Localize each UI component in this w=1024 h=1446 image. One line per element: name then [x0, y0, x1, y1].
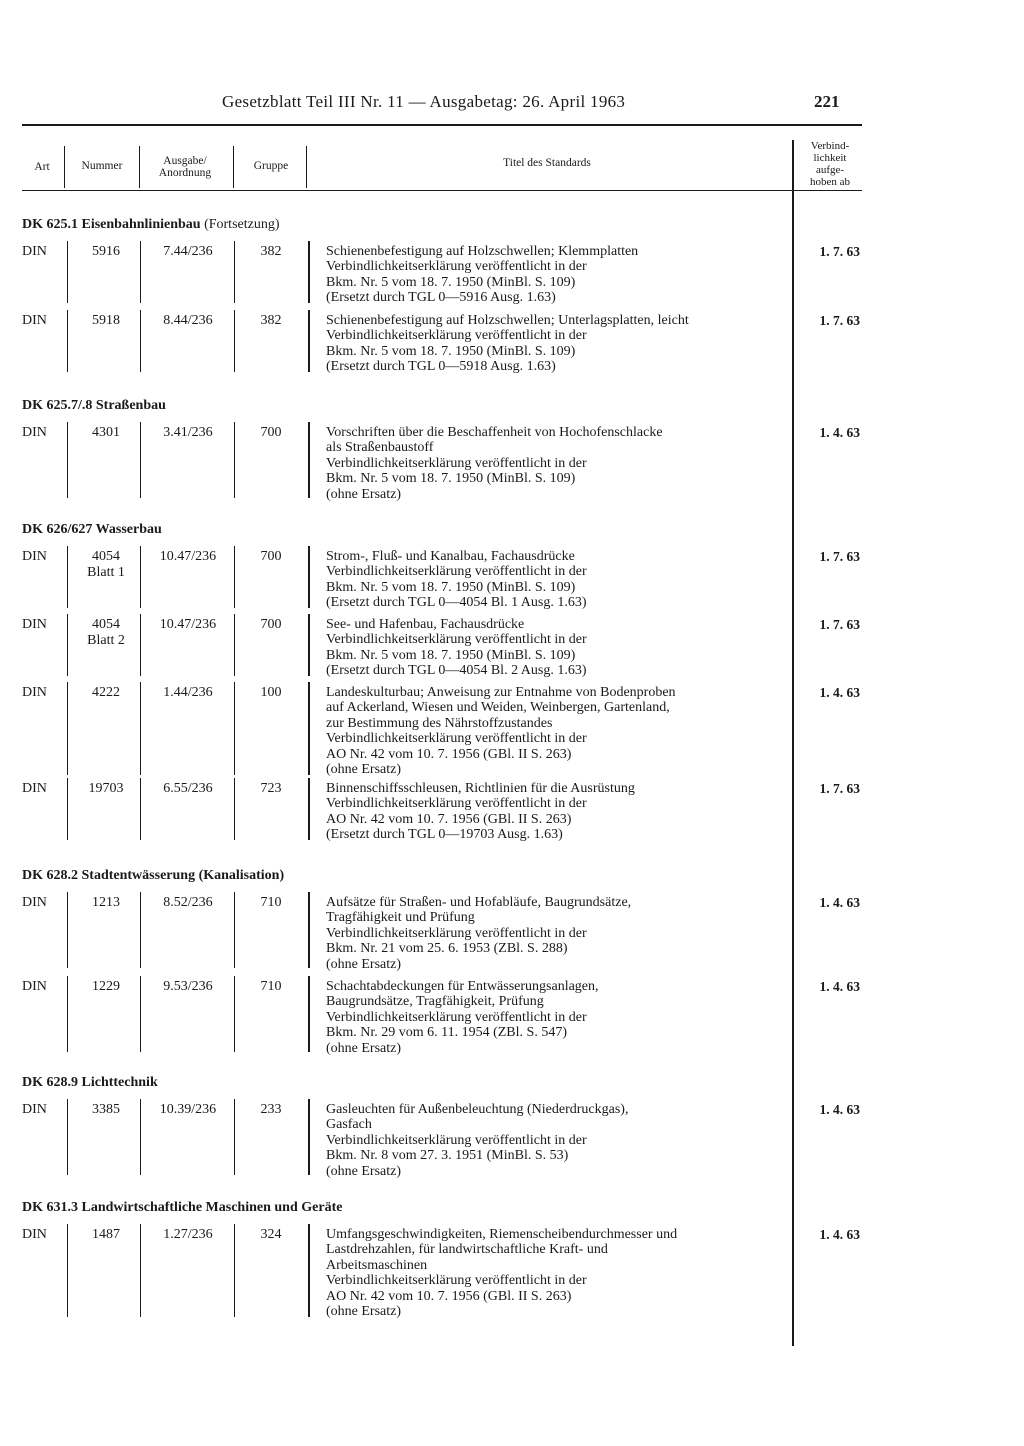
- row-divider-2: [140, 892, 141, 968]
- header-divider-4: [306, 146, 307, 188]
- row-divider-4: [308, 546, 310, 608]
- section-heading: [22, 1200, 342, 1216]
- cell-nummer-value: 3385: [92, 1102, 120, 1117]
- cell-nummer: [72, 1102, 140, 1118]
- row-divider-4: [308, 1224, 310, 1317]
- cell-verbindlich-datum: 1. 4. 63: [819, 1227, 860, 1242]
- row-divider-1: [67, 892, 68, 968]
- cell-ausgabe: 10.39/236: [159, 1102, 217, 1117]
- cell-art: DIN: [22, 244, 47, 259]
- cell-ausgabe: 1.44/236: [163, 685, 213, 700]
- cell-nummer: [72, 244, 140, 260]
- cell-art: DIN: [22, 425, 47, 440]
- row-divider-2: [140, 241, 141, 303]
- cell-art: DIN: [22, 549, 47, 564]
- header-divider-1: [64, 146, 65, 188]
- cell-gruppe: 382: [260, 244, 282, 259]
- titel-line: AO Nr. 42 vom 10. 7. 1956 (GBl. II S. 263): [326, 811, 572, 827]
- titel-line: AO Nr. 42 vom 10. 7. 1956 (GBl. II S. 263): [326, 746, 572, 762]
- cell-gruppe: 710: [260, 979, 282, 994]
- row-divider-1: [67, 546, 68, 608]
- cell-titel: [326, 685, 790, 777]
- titel-line: (Ersetzt durch TGL 0—5918 Ausg. 1.63): [326, 359, 556, 375]
- cell-nummer-blatt: Blatt 1: [87, 565, 125, 580]
- titel-line: auf Ackerland, Wiesen und Weiden, Weinbergen, Gartenland,: [326, 700, 670, 716]
- cell-gruppe: 700: [260, 617, 282, 632]
- titel-line: (Ersetzt durch TGL 0—19703 Ausg. 1.63): [326, 827, 563, 843]
- cell-nummer-value: 5916: [92, 244, 120, 259]
- cell-nummer: [72, 313, 140, 329]
- cell-verbindlich-datum: 1. 7. 63: [819, 617, 860, 632]
- titel-line: Bkm. Nr. 5 vom 18. 7. 1950 (MinBl. S. 109): [326, 471, 576, 487]
- cell-nummer-value: 1213: [92, 895, 120, 910]
- row-divider-4: [308, 778, 310, 840]
- cell-gruppe: 700: [260, 425, 282, 440]
- row-divider-1: [67, 310, 68, 372]
- cell-titel: [326, 781, 790, 843]
- cell-verbindlich-datum: 1. 7. 63: [819, 313, 860, 328]
- row-divider-1: [67, 778, 68, 840]
- cell-ausgabe: 8.52/236: [163, 895, 213, 910]
- row-divider-3: [234, 422, 235, 498]
- titel-line: Bkm. Nr. 5 vom 18. 7. 1950 (MinBl. S. 109): [326, 343, 576, 359]
- cell-art: DIN: [22, 1102, 47, 1117]
- titel-line: Schachtabdeckungen für Entwässerungsanlagen,: [326, 979, 599, 994]
- cell-titel: [326, 244, 790, 306]
- titel-line: Umfangsgeschwindigkeiten, Riemenscheibendurchmesser und: [326, 1227, 678, 1242]
- cell-nummer-value: 4054: [92, 549, 120, 564]
- row-divider-3: [234, 1224, 235, 1317]
- titel-line: Vorschriften über die Beschaffenheit von Hochofenschlacke: [326, 425, 663, 440]
- titel-line: (Ersetzt durch TGL 0—4054 Bl. 1 Ausg. 1.63): [326, 595, 587, 611]
- cell-nummer-value: 5918: [92, 313, 120, 328]
- cell-nummer-value: 1229: [92, 979, 120, 994]
- titel-line: Landeskulturbau; Anweisung zur Entnahme von Bodenproben: [326, 685, 676, 700]
- section-dk-title: DK 628.2 Stadtentwässerung (Kanalisation): [22, 868, 285, 883]
- col-header-ausgabe: [142, 155, 228, 179]
- row-divider-1: [67, 1099, 68, 1175]
- titel-line: (ohne Ersatz): [326, 762, 402, 778]
- col-header-verb-line2: lichkeit: [813, 152, 847, 164]
- section-dk-title: DK 625.1 Eisenbahnlinienbau: [22, 217, 201, 232]
- cell-nummer-value: 4054: [92, 617, 120, 632]
- cell-ausgabe: 10.47/236: [159, 549, 217, 564]
- titel-line: Verbindlichkeitserklärung veröffentlicht in der: [326, 796, 587, 812]
- cell-titel: [326, 425, 790, 502]
- cell-titel: [326, 549, 790, 611]
- page-number: 221: [814, 92, 840, 111]
- header-rule: [22, 124, 862, 126]
- titel-line: Bkm. Nr. 5 vom 18. 7. 1950 (MinBl. S. 109): [326, 647, 576, 663]
- row-divider-1: [67, 976, 68, 1052]
- cell-art: DIN: [22, 781, 47, 796]
- header-divider-2: [139, 146, 140, 188]
- titel-line: Verbindlichkeitserklärung veröffentlicht in der: [326, 1009, 587, 1025]
- row-divider-3: [234, 241, 235, 303]
- cell-nummer-value: 19703: [88, 781, 124, 796]
- row-divider-3: [234, 614, 235, 676]
- row-divider-4: [308, 422, 310, 498]
- titel-line: Tragfähigkeit und Prüfung: [326, 910, 475, 926]
- cell-ausgabe: 10.47/236: [159, 617, 217, 632]
- cell-nummer: [72, 549, 140, 581]
- titel-line: als Straßenbaustoff: [326, 440, 434, 456]
- titel-line: Verbindlichkeitserklärung veröffentlicht in der: [326, 455, 587, 471]
- titel-line: AO Nr. 42 vom 10. 7. 1956 (GBl. II S. 263): [326, 1288, 572, 1304]
- titel-line: Arbeitsmaschinen: [326, 1257, 428, 1273]
- row-divider-1: [67, 682, 68, 775]
- cell-titel: [326, 617, 790, 679]
- cell-nummer-value: 1487: [92, 1227, 120, 1242]
- cell-ausgabe: 7.44/236: [163, 244, 213, 259]
- section-heading: [22, 868, 284, 884]
- titel-line: Verbindlichkeitserklärung veröffentlicht in der: [326, 259, 587, 275]
- cell-titel: [326, 979, 790, 1056]
- cell-gruppe: 723: [260, 781, 282, 796]
- titel-line: Schienenbefestigung auf Holzschwellen; Unterlagsplatten, leicht: [326, 313, 689, 328]
- titel-line: (Ersetzt durch TGL 0—5916 Ausg. 1.63): [326, 290, 556, 306]
- section-heading: [22, 398, 166, 414]
- row-divider-1: [67, 614, 68, 676]
- row-divider-4: [308, 682, 310, 775]
- cell-gruppe: 700: [260, 549, 282, 564]
- col-header-verb-line4: hoben ab: [809, 176, 850, 188]
- titel-line: Verbindlichkeitserklärung veröffentlicht in der: [326, 1132, 587, 1148]
- col-header-verb-line1: Verbind-: [810, 140, 850, 152]
- section-heading: [22, 1075, 158, 1091]
- cell-art: DIN: [22, 617, 47, 632]
- cell-verbindlich-datum: 1. 7. 63: [819, 549, 860, 564]
- titel-line: Gasfach: [326, 1117, 372, 1133]
- cell-ausgabe: 8.44/236: [163, 313, 213, 328]
- cell-gruppe: 710: [260, 895, 282, 910]
- titel-line: Bkm. Nr. 29 vom 6. 11. 1954 (ZBl. S. 547): [326, 1025, 567, 1041]
- col-header-ausgabe-line1: Ausgabe/: [163, 155, 207, 167]
- row-divider-2: [140, 614, 141, 676]
- row-divider-3: [234, 976, 235, 1052]
- section-heading: [22, 217, 280, 233]
- titel-line: (ohne Ersatz): [326, 486, 402, 502]
- cell-titel: [326, 1227, 790, 1319]
- titel-line: See- und Hafenbau, Fachausdrücke: [326, 617, 525, 632]
- titel-line: Bkm. Nr. 5 vom 18. 7. 1950 (MinBl. S. 109): [326, 579, 576, 595]
- row-divider-4: [308, 892, 310, 968]
- titel-line: Bkm. Nr. 5 vom 18. 7. 1950 (MinBl. S. 109): [326, 274, 576, 290]
- cell-art: DIN: [22, 685, 47, 700]
- col-header-nummer: Nummer: [81, 160, 123, 172]
- cell-titel: [326, 1102, 790, 1179]
- row-divider-3: [234, 546, 235, 608]
- titel-line: Bkm. Nr. 8 vom 27. 3. 1951 (MinBl. S. 53): [326, 1148, 569, 1164]
- col-header-art: Art: [34, 161, 50, 173]
- section-suffix: (Fortsetzung): [204, 217, 280, 232]
- row-divider-3: [234, 778, 235, 840]
- cell-nummer: [72, 617, 140, 649]
- row-divider-1: [67, 422, 68, 498]
- titel-line: Bkm. Nr. 21 vom 25. 6. 1953 (ZBl. S. 288): [326, 941, 568, 957]
- row-divider-1: [67, 241, 68, 303]
- cell-ausgabe: 9.53/236: [163, 979, 213, 994]
- titel-line: Baugrundsätze, Tragfähigkeit, Prüfung: [326, 994, 544, 1010]
- titel-line: Aufsätze für Straßen- und Hofabläufe, Baugrundsätze,: [326, 895, 632, 910]
- cell-ausgabe: 3.41/236: [163, 425, 213, 440]
- cell-nummer: [72, 685, 140, 701]
- cell-nummer: [72, 895, 140, 911]
- cell-verbindlich-datum: 1. 4. 63: [819, 979, 860, 994]
- cell-verbindlich-datum: 1. 4. 63: [819, 1102, 860, 1117]
- cell-verbindlich-datum: 1. 4. 63: [819, 425, 860, 440]
- cell-art: DIN: [22, 1227, 47, 1242]
- cell-nummer: [72, 1227, 140, 1243]
- row-divider-4: [308, 241, 310, 303]
- cell-titel: [326, 895, 790, 972]
- row-divider-2: [140, 546, 141, 608]
- col-header-verb-line3: aufge-: [815, 164, 845, 176]
- titel-line: Gasleuchten für Außenbeleuchtung (Niederdruckgas),: [326, 1102, 629, 1117]
- row-divider-3: [234, 310, 235, 372]
- section-dk-title: DK 631.3 Landwirtschaftliche Maschinen und Geräte: [22, 1200, 343, 1215]
- cell-ausgabe: 1.27/236: [163, 1227, 213, 1242]
- col-header-ausgabe-line2: Anordnung: [158, 167, 212, 179]
- titel-line: Lastdrehzahlen, für landwirtschaftliche Kraft- und: [326, 1242, 608, 1258]
- titel-line: (ohne Ersatz): [326, 1040, 402, 1056]
- row-divider-2: [140, 976, 141, 1052]
- cell-verbindlich-datum: 1. 7. 63: [819, 781, 860, 796]
- section-dk-title: DK 625.7/.8 Straßenbau: [22, 398, 166, 413]
- titel-line: Verbindlichkeitserklärung veröffentlicht in der: [326, 731, 587, 747]
- titel-line: Verbindlichkeitserklärung veröffentlicht in der: [326, 925, 587, 941]
- titel-line: Binnenschiffsschleusen, Richtlinien für die Ausrüstung: [326, 781, 635, 796]
- cell-nummer: [72, 425, 140, 441]
- cell-nummer-blatt: Blatt 2: [87, 633, 125, 648]
- titel-line: (ohne Ersatz): [326, 1304, 402, 1320]
- section-dk-title: DK 626/627 Wasserbau: [22, 522, 162, 537]
- titel-line: zur Bestimmung des Nährstoffzustandes: [326, 715, 553, 731]
- cell-titel: [326, 313, 790, 375]
- header-divider-3: [233, 146, 234, 188]
- row-divider-3: [234, 1099, 235, 1175]
- titel-line: Verbindlichkeitserklärung veröffentlicht in der: [326, 564, 587, 580]
- date-column-rule: [792, 140, 794, 1346]
- titel-line: (ohne Ersatz): [326, 956, 402, 972]
- titel-line: (ohne Ersatz): [326, 1163, 402, 1179]
- row-divider-2: [140, 1099, 141, 1175]
- row-divider-2: [140, 1224, 141, 1317]
- section-dk-title: DK 628.9 Lichttechnik: [22, 1075, 158, 1090]
- cell-nummer: [72, 781, 140, 797]
- column-header-rule: [22, 190, 862, 191]
- cell-gruppe: 100: [260, 685, 282, 700]
- cell-gruppe: 324: [260, 1227, 282, 1242]
- row-divider-2: [140, 682, 141, 775]
- cell-verbindlich-datum: 1. 4. 63: [819, 895, 860, 910]
- titel-line: Verbindlichkeitserklärung veröffentlicht in der: [326, 632, 587, 648]
- cell-nummer: [72, 979, 140, 995]
- cell-verbindlich-datum: 1. 4. 63: [819, 685, 860, 700]
- cell-nummer-value: 4301: [92, 425, 120, 440]
- cell-gruppe: 382: [260, 313, 282, 328]
- row-divider-4: [308, 1099, 310, 1175]
- cell-gruppe: 233: [260, 1102, 282, 1117]
- titel-line: (Ersetzt durch TGL 0—4054 Bl. 2 Ausg. 1.63): [326, 663, 587, 679]
- cell-art: DIN: [22, 979, 47, 994]
- row-divider-1: [67, 1224, 68, 1317]
- row-divider-2: [140, 310, 141, 372]
- col-header-titel: Titel des Standards: [503, 157, 591, 169]
- row-divider-2: [140, 422, 141, 498]
- titel-line: Strom-, Fluß- und Kanalbau, Fachausdrücke: [326, 549, 575, 564]
- cell-ausgabe: 6.55/236: [163, 781, 213, 796]
- cell-nummer-value: 4222: [92, 685, 120, 700]
- row-divider-3: [234, 892, 235, 968]
- row-divider-4: [308, 310, 310, 372]
- col-header-gruppe: Gruppe: [253, 160, 289, 172]
- row-divider-3: [234, 682, 235, 775]
- titel-line: Verbindlichkeitserklärung veröffentlicht in der: [326, 328, 587, 344]
- col-header-verbindlichkeit: [794, 140, 866, 188]
- row-divider-4: [308, 614, 310, 676]
- cell-verbindlich-datum: 1. 7. 63: [819, 244, 860, 259]
- titel-line: Schienenbefestigung auf Holzschwellen; Klemmplatten: [326, 244, 639, 259]
- section-heading: [22, 522, 162, 538]
- cell-art: DIN: [22, 895, 47, 910]
- row-divider-2: [140, 778, 141, 840]
- row-divider-4: [308, 976, 310, 1052]
- titel-line: Verbindlichkeitserklärung veröffentlicht in der: [326, 1273, 587, 1289]
- cell-art: DIN: [22, 313, 47, 328]
- page-header-title: Gesetzblatt Teil III Nr. 11 — Ausgabetag: 26. April 1963: [222, 92, 626, 111]
